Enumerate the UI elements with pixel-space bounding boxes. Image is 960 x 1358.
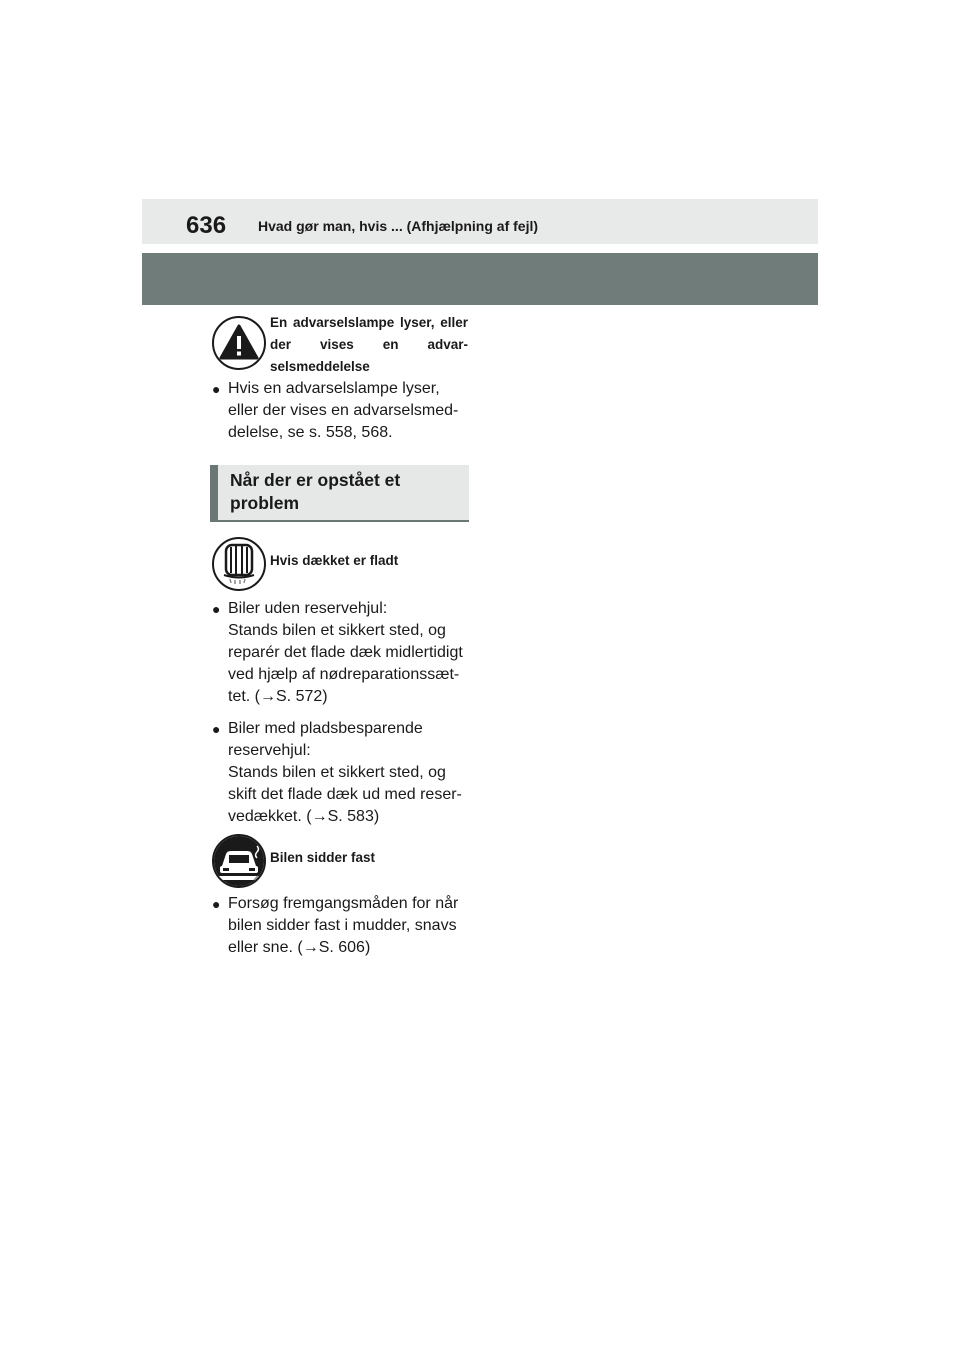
bullet-text: Biler uden reservehjul: Stands bilen et sikkert sted, og reparér det flade dæk midlertidigt ved hjælp af nødreparationssæt- tet. (→S. 572)	[228, 600, 463, 705]
bullet-text: Biler med pladsbesparende reservehjul: Stands bilen et sikkert sted, og skift det flade dæk ud med reser- vedækket. (→S. 583)	[228, 720, 462, 825]
flat-tire-bullets	[212, 598, 472, 828]
bullet-text: Hvis en advarselslampe lyser, eller der vises en advarselsmed- delelse, se s. 558, 568.	[228, 380, 459, 441]
section-heading-box	[210, 465, 469, 522]
list-item	[212, 378, 472, 444]
list-item	[212, 718, 472, 828]
warning-bullets	[212, 378, 472, 444]
bullet-icon: ●	[212, 896, 221, 912]
chapter-band	[142, 253, 818, 305]
warning-caption: En advarselslampe lyser, eller der vises en advar-selsmeddelelse	[270, 315, 468, 374]
tire-icon	[212, 537, 266, 591]
section-title: Når der er opstået et problem	[230, 470, 401, 513]
bullet-text: Forsøg fremgangsmåden for når bilen sidder fast i mudder, snavs eller sne. (→S. 606)	[228, 895, 459, 956]
stuck-car-icon	[212, 834, 266, 888]
flat-tire-caption: Hvis dækket er fladt	[270, 553, 399, 568]
warning-triangle-icon	[212, 316, 266, 370]
header-title: Hvad gør man, hvis ... (Afhjælpning af fejl)	[258, 218, 539, 234]
bullet-icon: ●	[212, 381, 221, 397]
list-item	[212, 893, 472, 959]
stuck-bullets	[212, 893, 472, 959]
page-number: 636	[186, 212, 227, 239]
bullet-icon: ●	[212, 721, 221, 737]
bullet-icon: ●	[212, 601, 221, 617]
list-item	[212, 598, 472, 708]
stuck-caption: Bilen sidder fast	[270, 850, 376, 865]
